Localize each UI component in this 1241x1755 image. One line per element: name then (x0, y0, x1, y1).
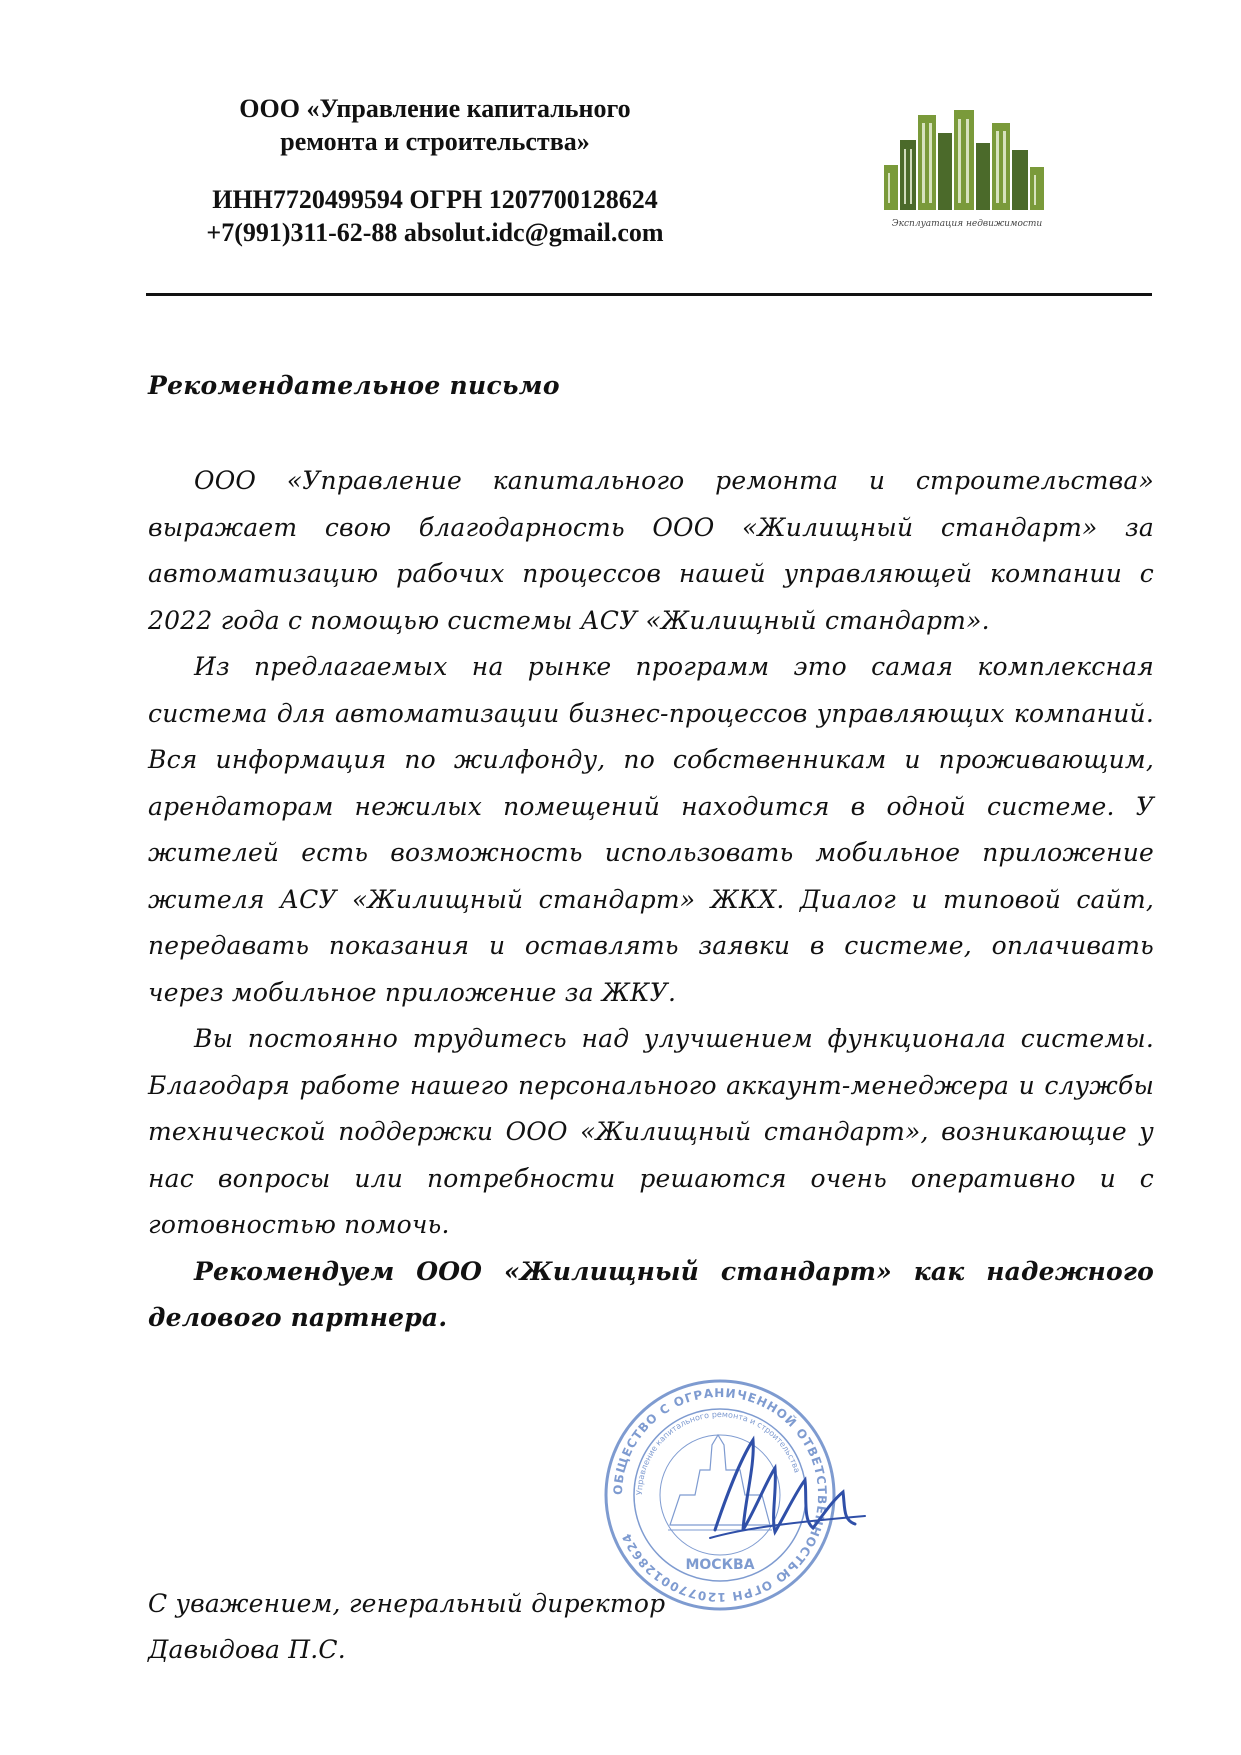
header-divider (146, 293, 1152, 296)
logo-caption: Эксплуатация недвижимости (891, 219, 1043, 229)
closing-salutation: С уважением, генеральный директор (148, 1589, 666, 1618)
stamp-city: МОСКВА (685, 1557, 755, 1573)
company-name-line2: ремонта и строительства» (280, 127, 590, 156)
letter-title: Рекомендательное письмо (148, 371, 560, 400)
paragraph-1: ООО «Управление капитального ремонта и строительства» выражает свою благодарность ООО «Жилищный стандарт» за автоматизацию рабочих процессов нашей управляющей компании с 2022 года с помощью системы АСУ «Жилищный стандарт». (148, 466, 1154, 635)
stamp-ring-text: ОБЩЕСТВО С ОГРАНИЧЕННОЙ ОТВЕТСТВЕННОСТЬЮ ОГРН 1207700128624 (610, 1385, 830, 1605)
company-contacts: +7(991)311-62-88 absolut.idc@gmail.com (206, 218, 664, 247)
stamp-inner-text: Управление капитального ремонта и строительства (634, 1409, 802, 1496)
signer-name: Давыдова П.С. (148, 1635, 346, 1664)
company-name-line1: ООО «Управление капитального (239, 94, 631, 123)
recommendation-paragraph: Рекомендуем ООО «Жилищный стандарт» как надежного делового партнера. (148, 1256, 1154, 1332)
director-signature (705, 1420, 870, 1560)
letter-body (148, 458, 1154, 1342)
paragraph-2: Из предлагаемых на рынке программ это самая комплексная система для автоматизации бизнес-процессов управляющих компаний. Вся информация по жилфонду, по собственникам и проживающим, арендаторам нежилых помещений находится в одной системе. У жителей есть возможность использовать мобильное приложение жителя АСУ «Жилищный стандарт» ЖКХ. Диалог и типовой сайт, передавать показания и оставлять заявки в системе, оплачивать через мобильное приложение за ЖКУ. (148, 652, 1154, 1007)
company-registration: ИНН7720499594 ОГРН 1207700128624 (212, 185, 658, 214)
closing-block (148, 1581, 665, 1673)
paragraph-3: Вы постоянно трудитесь над улучшением функционала системы. Благодаря работе нашего персонального аккаунт-менеджера и службы технической поддержки ООО «Жилищный стандарт», возникающие у нас вопросы или потребности решаются очень оперативно и с готовностью помочь. (148, 1024, 1154, 1239)
company-logo (882, 105, 1052, 230)
company-header (150, 92, 720, 249)
